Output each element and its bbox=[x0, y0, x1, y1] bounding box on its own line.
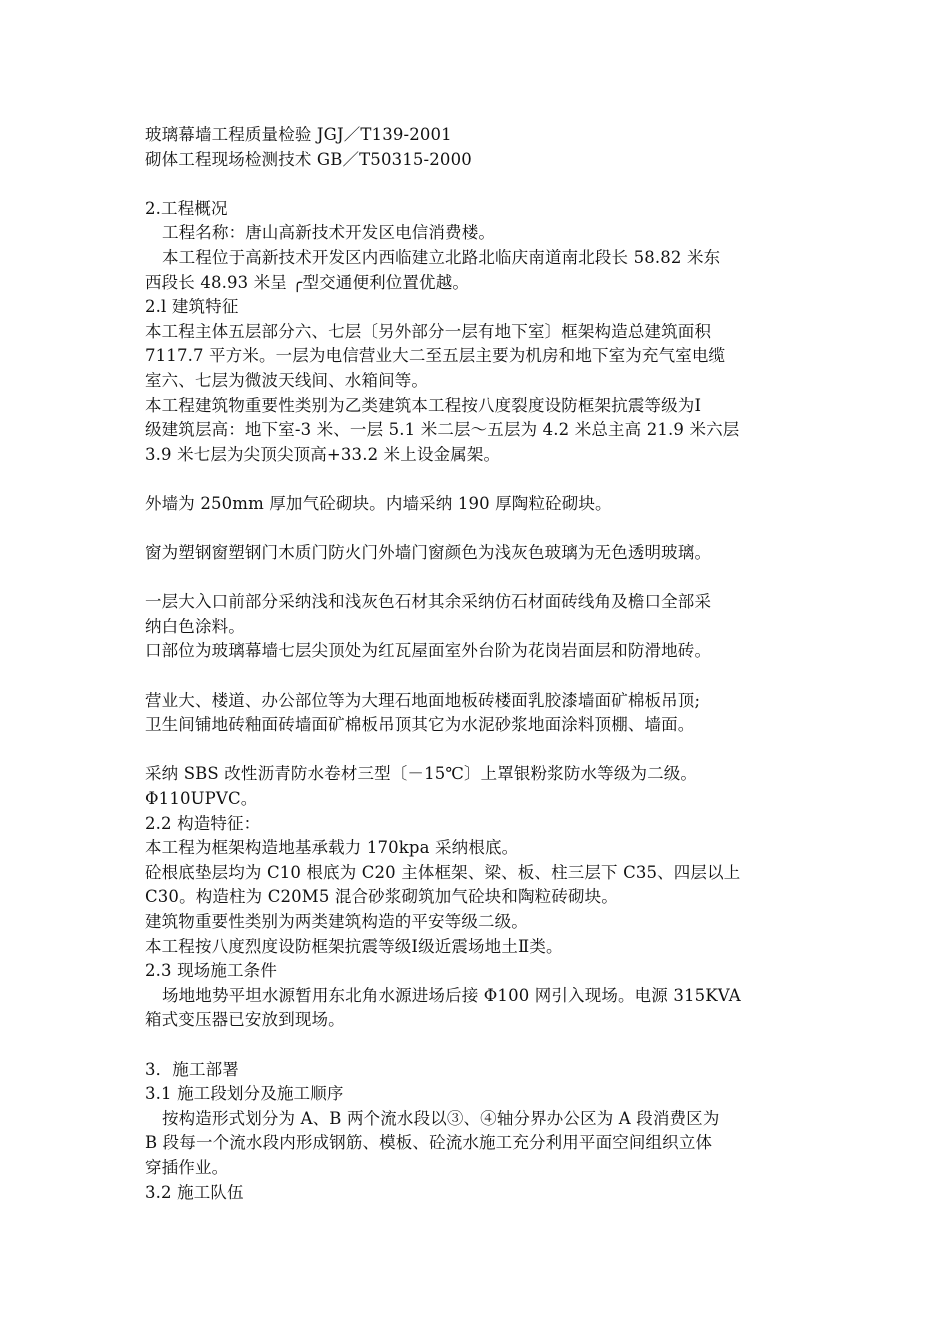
roof-description: 采纳 SBS 改性沥青防水卷材三型〔－15℃〕上罩银粉浆防水等级为二级。 bbox=[145, 764, 698, 784]
spacer bbox=[145, 1033, 810, 1058]
structure-line-3: C30。构造柱为 C20M5 混合砂浆砌筑加气砼块和陶粒砖砌块。 bbox=[145, 887, 618, 907]
section-3-heading: 3．施工部署 bbox=[145, 1059, 239, 1079]
section-2-heading: 2.工程概况 bbox=[145, 198, 228, 218]
interior-line-1: 营业大、楼道、办公部位等为大理石地面地板砖楼面乳胶漆墙面矿棉板吊顶; bbox=[145, 690, 701, 710]
spacer bbox=[145, 517, 810, 542]
structure-line-1: 本工程为框架构造地基承载力 170kpa 采纳根底。 bbox=[145, 838, 519, 858]
wall-description: 外墙为 250mm 厚加气砼砌块。内墙采纳 190 厚陶粒砼砌块。 bbox=[145, 493, 612, 513]
facade-line-3: 口部位为玻璃幕墙七层尖顶处为红瓦屋面室外台阶为花岗岩面层和防滑地砖。 bbox=[145, 641, 712, 661]
division-line-2: B 段每一个流水段内形成钢筋、模板、砼流水施工充分利用平面空间组织立体 bbox=[145, 1133, 713, 1153]
window-description: 窗为塑钢窗塑钢门木质门防火门外墙门窗颜色为浅灰色玻璃为无色透明玻璃。 bbox=[145, 543, 712, 563]
arch-para-2-line-3: 3.9 米七层为尖顶尖顶高+33.2 米上设金属架。 bbox=[145, 444, 501, 464]
arch-para-1-line-2: 7117.7 平方米。一层为电信营业大二至五层主要为机房和地下室为充气室电缆 bbox=[145, 346, 726, 366]
site-line-2: 箱式变压器已安放到现场。 bbox=[145, 1010, 345, 1030]
site-line-1: 场地地势平坦水源暂用东北角水源进场后接 Φ100 网引入现场。电源 315KVA bbox=[162, 985, 741, 1005]
section-2-2-heading: 2.2 构造特征： bbox=[145, 813, 261, 833]
arch-para-1-line-3: 室六、七层为微波天线间、水箱间等。 bbox=[145, 370, 429, 390]
division-line-3: 穿插作业。 bbox=[145, 1157, 229, 1177]
interior-line-2: 卫生间铺地砖釉面砖墙面矿棉板吊顶其它为水泥砂浆地面涂料顶棚、墙面。 bbox=[145, 715, 695, 735]
project-location-line-1: 本工程位于高新技术开发区内西临建立北路北临庆南道南北段长 58.82 米东 bbox=[162, 247, 721, 267]
section-3-1-heading: 3.1 施工段划分及施工顺序 bbox=[145, 1084, 344, 1104]
document-body bbox=[145, 123, 810, 1205]
division-line-1: 按构造形式划分为 A、B 两个流水段以③、④轴分界办公区为 A 段消费区为 bbox=[162, 1108, 720, 1128]
section-2-3-heading: 2.3 现场施工条件 bbox=[145, 961, 277, 981]
section-2-1-heading: 2.l 建筑特征 bbox=[145, 297, 239, 317]
spacer bbox=[145, 664, 810, 689]
structure-line-2: 砼根底垫层均为 C10 根底为 C20 主体框架、梁、板、柱三层下 C35、四层以上 bbox=[145, 862, 741, 882]
spacer bbox=[145, 566, 810, 591]
project-location-line-2: 西段长 48.93 米呈 ╭型交通便利位置优越。 bbox=[145, 272, 470, 292]
facade-line-1: 一层大入口前部分采纳浅和浅灰色石材其余采纳仿石材面砖线角及檐口全部采 bbox=[145, 592, 712, 612]
spacer bbox=[145, 738, 810, 763]
structure-line-5: 本工程按八度烈度设防框架抗震等级Ⅰ级近震场地土Ⅱ类。 bbox=[145, 936, 563, 956]
arch-para-2-line-2: 级建筑层高：地下室-3 米、一层 5.1 米二层～五层为 4.2 米总主高 21.9 米六层 bbox=[145, 420, 740, 440]
project-name: 工程名称：唐山高新技术开发区电信消费楼。 bbox=[162, 223, 495, 243]
arch-para-1-line-1: 本工程主体五层部分六、七层〔另外部分一层有地下室〕框架构造总建筑面积 bbox=[145, 321, 712, 341]
section-3-2-heading: 3.2 施工队伍 bbox=[145, 1182, 244, 1202]
spacer bbox=[145, 172, 810, 197]
spacer bbox=[145, 467, 810, 492]
reference-gb: 砌体工程现场检测技术 GB／T50315-2000 bbox=[145, 149, 472, 169]
arch-para-2-line-1: 本工程建筑物重要性类别为乙类建筑本工程按八度裂度设防框架抗震等级为Ⅰ bbox=[145, 395, 702, 415]
reference-jgj: 玻璃幕墙工程质量检验 JGJ／T139-2001 bbox=[145, 125, 452, 144]
structure-line-4: 建筑物重要性类别为两类建筑构造的平安等级二级。 bbox=[145, 912, 528, 931]
pipe-spec: Φ110UPVC。 bbox=[145, 789, 258, 809]
facade-line-2: 纳白色涂料。 bbox=[145, 616, 245, 636]
